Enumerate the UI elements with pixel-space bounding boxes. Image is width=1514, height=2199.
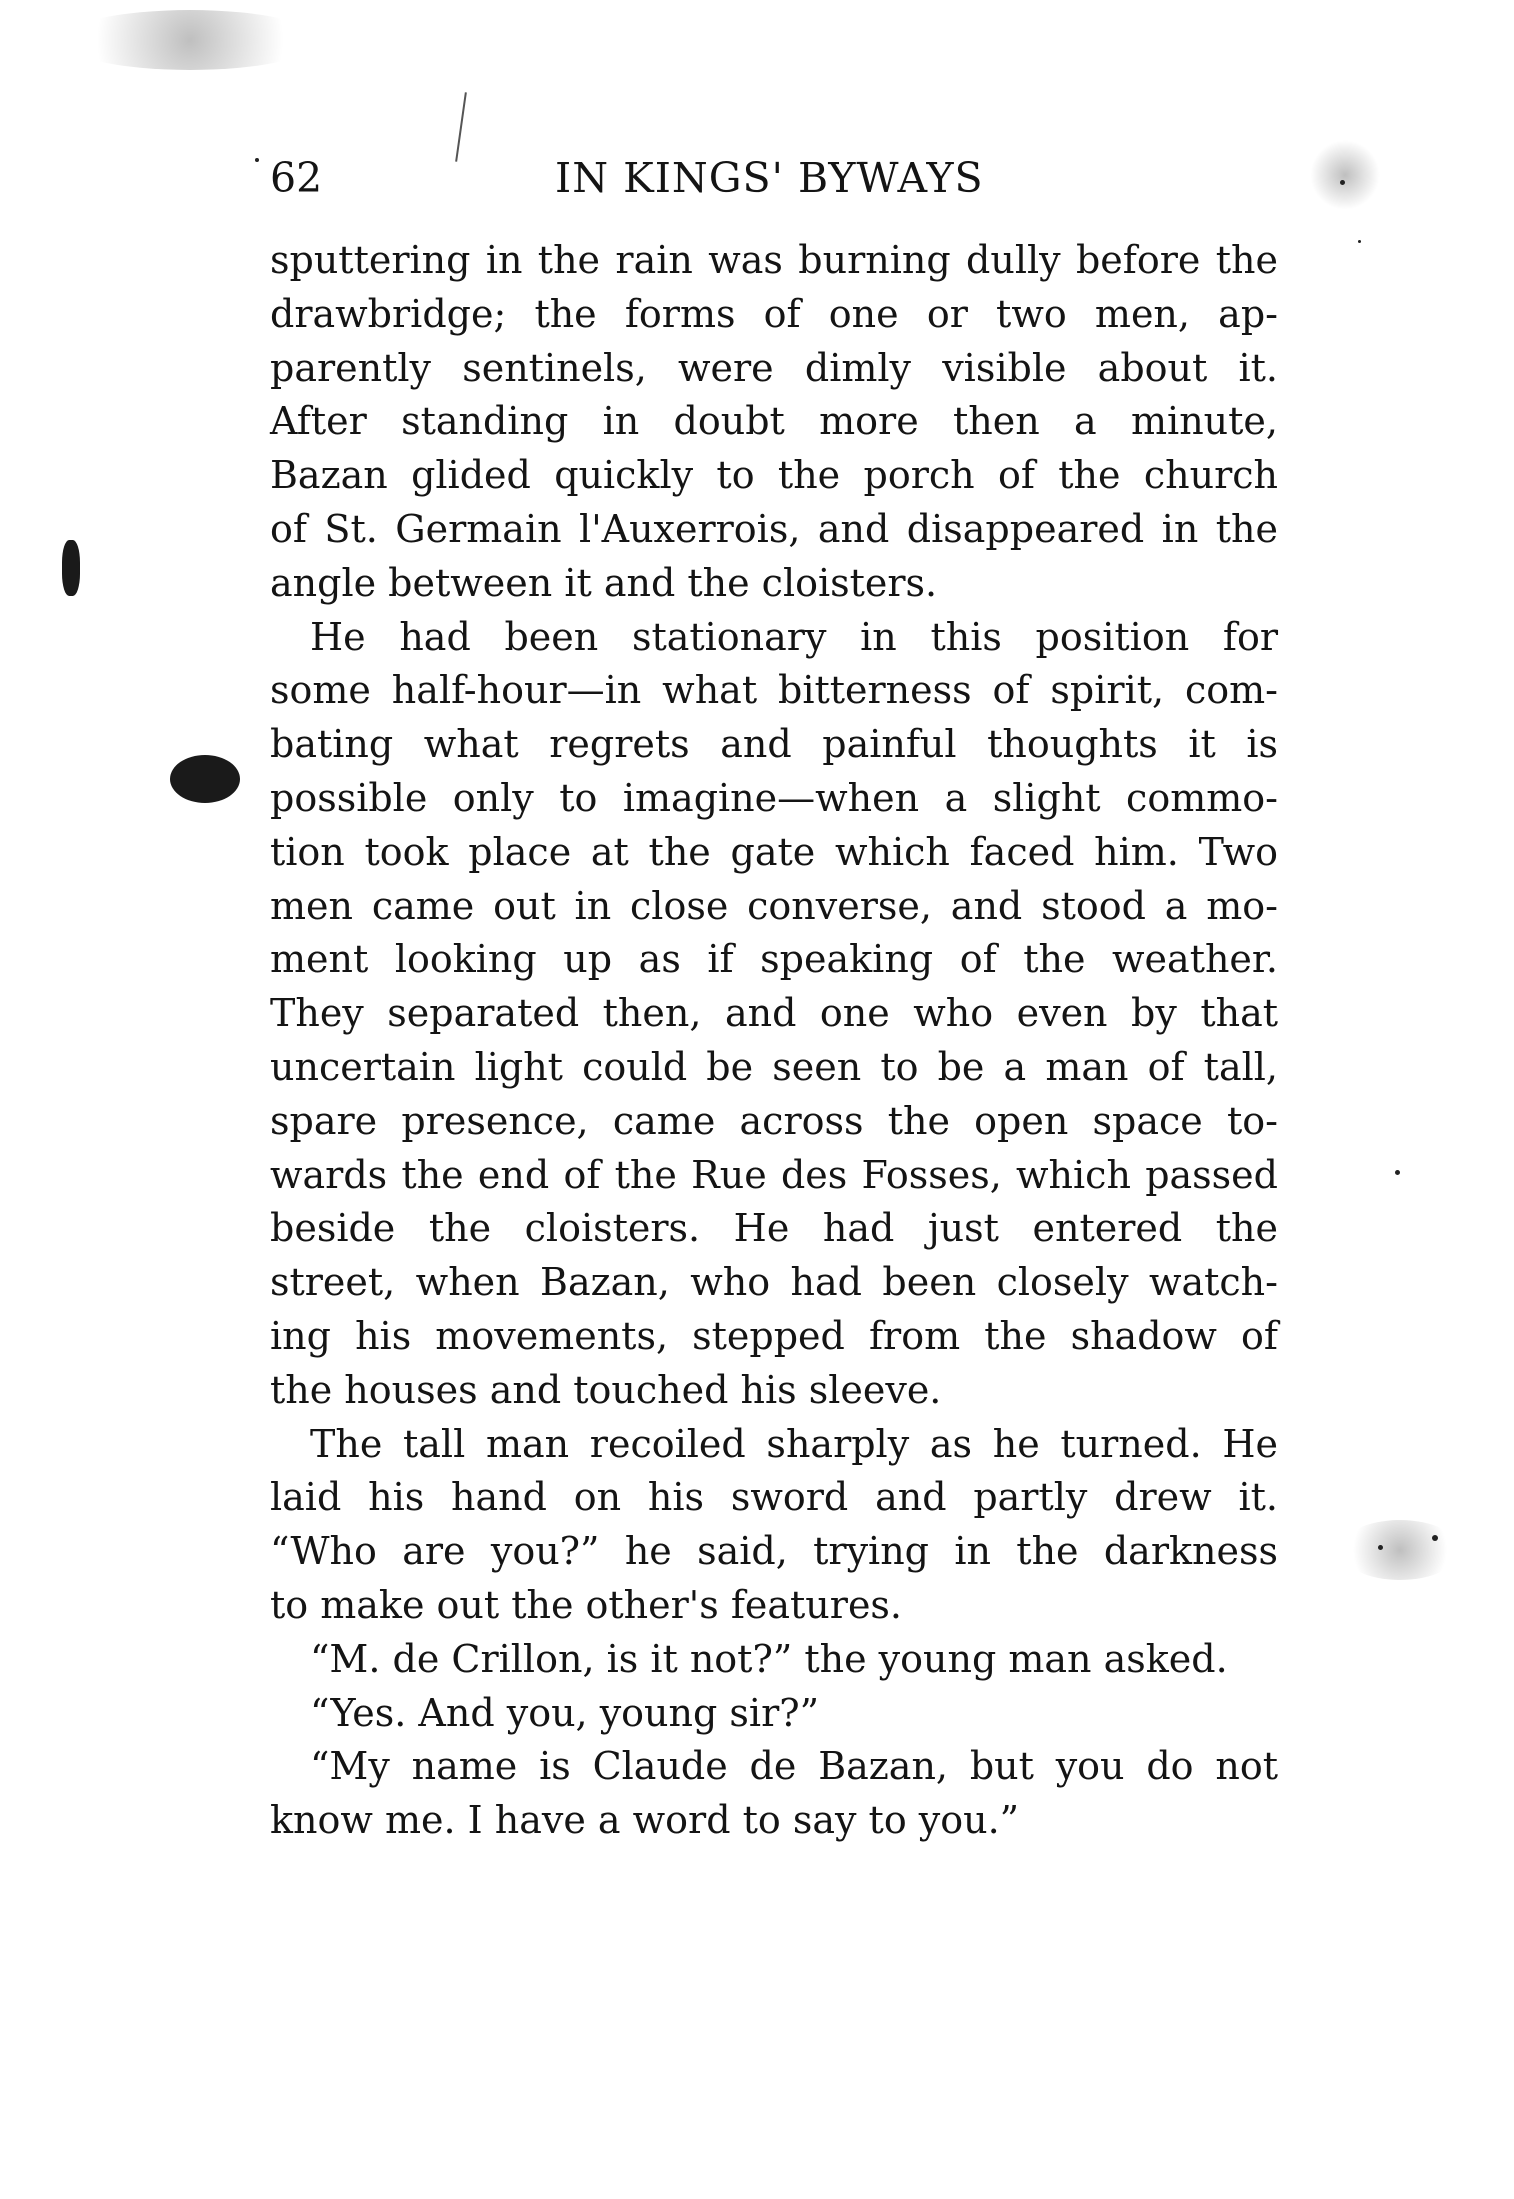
text-line: drawbridge; the forms of one or two men, ap- xyxy=(270,291,1278,336)
text-line: to make out the other's features. xyxy=(270,1582,903,1627)
text-line: “Who are you?” he said, trying in the darkness xyxy=(270,1529,1278,1574)
text-line: of St. Germain l'Auxerrois, and disappeared in the xyxy=(270,506,1278,551)
text-line: know me. I have a word to say to you.” xyxy=(270,1798,1020,1843)
speck xyxy=(1358,240,1361,243)
running-head: IN KINGS' BYWAYS xyxy=(555,154,984,202)
text-line: angle between it and the cloisters. xyxy=(270,560,938,605)
text-line: ment looking up as if speaking of the weather. xyxy=(270,937,1278,982)
text-line: beside the cloisters. He had just entered the xyxy=(270,1206,1278,1251)
speck xyxy=(255,158,259,162)
text-line: “My name is Claude de Bazan, but you do not xyxy=(310,1744,1278,1789)
speckle-patch xyxy=(1340,1520,1460,1580)
text-line: They separated then, and one who even by that xyxy=(270,991,1278,1036)
text-line: spare presence, came across the open space to- xyxy=(270,1098,1278,1143)
text-line: Bazan glided quickly to the porch of the church xyxy=(270,453,1278,498)
text-line: sputtering in the rain was burning dully before the xyxy=(270,238,1278,282)
text-line: ing his movements, stepped from the shadow of xyxy=(270,1313,1278,1358)
text-line: After standing in doubt more then a minute, xyxy=(270,399,1278,444)
page-header xyxy=(270,150,1010,206)
ink-blot xyxy=(62,540,80,596)
text-line: street, when Bazan, who had been closely watch- xyxy=(270,1260,1278,1305)
text-line: men came out in close converse, and stood a mo- xyxy=(270,883,1278,928)
text-line: wards the end of the Rue des Fosses, which passed xyxy=(270,1152,1278,1197)
speck xyxy=(1432,1535,1438,1541)
body-text xyxy=(270,234,1278,1848)
speckle-patch xyxy=(1310,140,1380,210)
text-line: tion took place at the gate which faced him. Two xyxy=(270,829,1278,874)
text-line: possible only to imagine—when a slight commo- xyxy=(270,775,1278,820)
text-line: bating what regrets and painful thoughts it is xyxy=(270,722,1278,767)
ink-blot xyxy=(170,755,240,803)
text-line: “M. de Crillon, is it not?” the young man asked. xyxy=(310,1636,1228,1681)
text-line: uncertain light could be seen to be a man of tall, xyxy=(270,1044,1278,1089)
page-number: 62 xyxy=(270,154,323,202)
text-line: parently sentinels, were dimly visible about it. xyxy=(270,345,1278,390)
text-line: The tall man recoiled sharply as he turned. He xyxy=(310,1421,1278,1466)
speckle-patch xyxy=(60,10,320,70)
text-line: some half-hour—in what bitterness of spirit, com- xyxy=(270,668,1278,713)
text-line: “Yes. And you, young sir?” xyxy=(310,1690,820,1735)
speck xyxy=(1395,1170,1400,1175)
text-line: He had been stationary in this position for xyxy=(310,614,1278,659)
speck xyxy=(1340,180,1345,185)
text-line: laid his hand on his sword and partly drew it. xyxy=(270,1475,1278,1520)
text-line: the houses and touched his sleeve. xyxy=(270,1367,942,1412)
speck xyxy=(1378,1545,1383,1550)
